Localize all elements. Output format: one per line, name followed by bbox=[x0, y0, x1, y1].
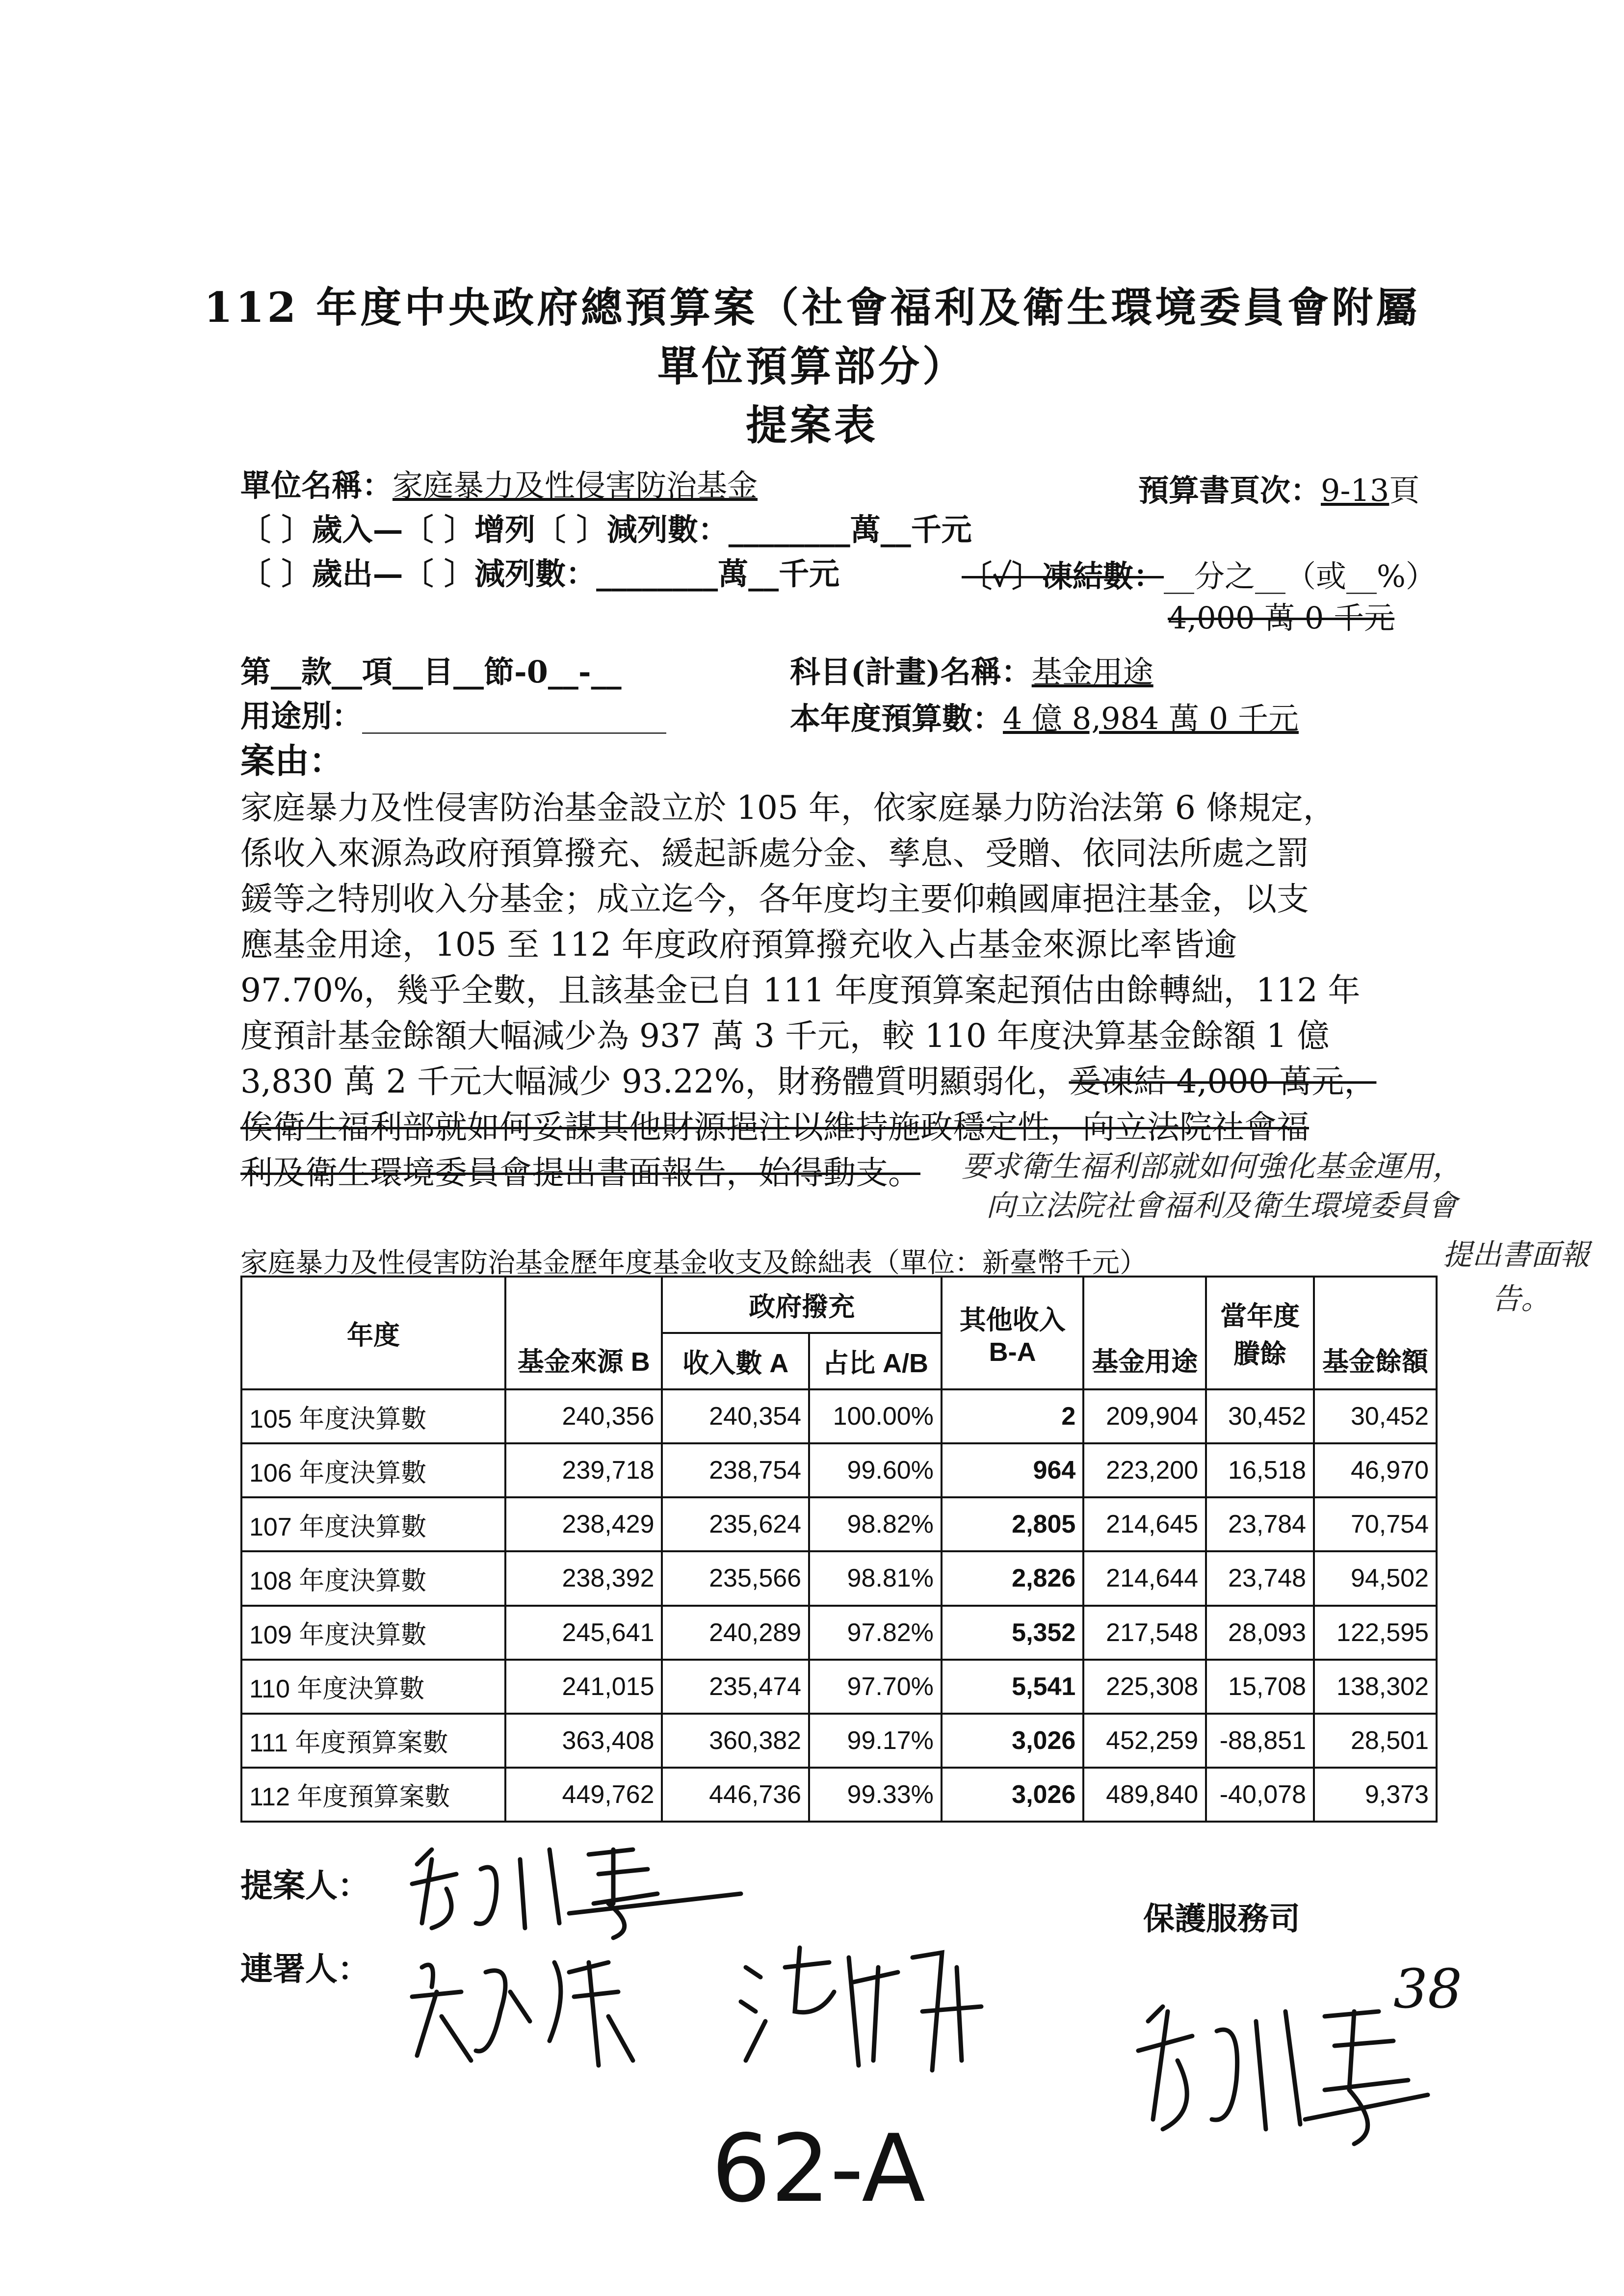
usage-label: 用途別： bbox=[240, 698, 363, 734]
reason-line: 係收入來源為政府預算撥充、緩起訴處分金、孳息、受贈、依同法所處之罰 bbox=[240, 835, 1309, 872]
expense-row: 〔 〕歲出—〔 〕減列數：________萬__千元 bbox=[240, 556, 840, 592]
cell-usage: 225,308 bbox=[1083, 1660, 1206, 1714]
cell-year: 109 年度決算數 bbox=[241, 1606, 505, 1660]
title-line-3: 提案表 bbox=[745, 401, 878, 449]
cell-gov-amount: 240,289 bbox=[662, 1606, 809, 1660]
cell-other: 3,026 bbox=[942, 1768, 1083, 1822]
cell-source: 241,015 bbox=[505, 1660, 662, 1714]
header-gov-group: 政府撥充 bbox=[662, 1277, 941, 1333]
subject-row bbox=[790, 648, 1153, 691]
cell-gov-amount: 235,474 bbox=[662, 1660, 809, 1714]
cell-other: 5,352 bbox=[942, 1606, 1083, 1660]
cosigner-signature-2 bbox=[726, 1938, 1001, 2085]
table-row bbox=[241, 1606, 1437, 1660]
cell-surplus: 16,518 bbox=[1206, 1443, 1314, 1497]
section-row: 第__款__項__目__節-0__-__ bbox=[240, 654, 622, 690]
table-caption: 家庭暴力及性侵害防治基金歷年度基金收支及餘絀表（單位：新臺幣千元） bbox=[240, 1247, 1147, 1278]
cell-year: 108 年度決算數 bbox=[241, 1551, 505, 1605]
cell-usage: 217,548 bbox=[1083, 1606, 1206, 1660]
cell-surplus: 23,784 bbox=[1206, 1497, 1314, 1551]
unit-name-value: 家庭暴力及性侵害防治基金 bbox=[393, 468, 758, 503]
budget-page-value: 9-13 bbox=[1321, 472, 1389, 508]
cell-usage: 223,200 bbox=[1083, 1443, 1206, 1497]
handwritten-amendment-2: 向立法院社會福利及衛生環境委員會 bbox=[986, 1189, 1457, 1223]
cell-other: 964 bbox=[942, 1443, 1083, 1497]
cell-year: 105 年度決算數 bbox=[241, 1389, 505, 1443]
table-row bbox=[241, 1714, 1437, 1768]
cell-balance: 138,302 bbox=[1314, 1660, 1437, 1714]
cell-gov-ratio: 97.82% bbox=[809, 1606, 942, 1660]
freeze-label: 〔✓〕凍結數： bbox=[962, 558, 1164, 594]
department-name: 保護服務司 bbox=[1143, 1901, 1300, 1937]
cell-gov-amount: 360,382 bbox=[662, 1714, 809, 1768]
cell-year: 106 年度決算數 bbox=[241, 1443, 505, 1497]
cell-year: 107 年度決算數 bbox=[241, 1497, 505, 1551]
cell-surplus: 28,093 bbox=[1206, 1606, 1314, 1660]
header-gov-ratio: 占比 A/B bbox=[809, 1333, 942, 1389]
cosigner-label: 連署人： bbox=[240, 1950, 370, 1988]
freeze-amount: 4,000 萬 0 千元 bbox=[1168, 600, 1395, 636]
cell-gov-ratio: 98.81% bbox=[809, 1551, 942, 1605]
struck-text: 利及衛生環境委員會提出書面報告，始得動支。 bbox=[240, 1154, 920, 1192]
cell-source: 240,356 bbox=[505, 1389, 662, 1443]
header-year: 年度 bbox=[241, 1277, 505, 1389]
cell-gov-amount: 235,624 bbox=[662, 1497, 809, 1551]
header-usage: 基金用途 bbox=[1083, 1277, 1206, 1389]
fund-table bbox=[240, 1276, 1438, 1823]
cell-other: 3,026 bbox=[942, 1714, 1083, 1768]
table-row bbox=[241, 1443, 1437, 1497]
budget-page-row bbox=[1138, 466, 1419, 510]
header-surplus: 當年度 賸餘 bbox=[1206, 1277, 1314, 1389]
header-balance: 基金餘額 bbox=[1314, 1277, 1437, 1389]
table-row bbox=[241, 1497, 1437, 1551]
income-row: 〔 〕歲入—〔 〕增列〔 〕減列數：________萬__千元 bbox=[240, 512, 972, 548]
reason-line: 鍰等之特別收入分基金；成立迄今，各年度均主要仰賴國庫挹注基金，以支 bbox=[240, 880, 1309, 918]
cosigner-signature-1 bbox=[402, 1943, 697, 2080]
page-code: 62-A bbox=[711, 2114, 926, 2223]
cell-usage: 214,644 bbox=[1083, 1551, 1206, 1605]
cell-source: 239,718 bbox=[505, 1443, 662, 1497]
cell-surplus: 15,708 bbox=[1206, 1660, 1314, 1714]
cell-other: 5,541 bbox=[942, 1660, 1083, 1714]
cell-source: 238,429 bbox=[505, 1497, 662, 1551]
cell-year: 110 年度決算數 bbox=[241, 1660, 505, 1714]
cell-year: 111 年度預算案數 bbox=[241, 1714, 505, 1768]
cell-gov-ratio: 98.82% bbox=[809, 1497, 942, 1551]
cell-gov-amount: 240,354 bbox=[662, 1389, 809, 1443]
cell-balance: 70,754 bbox=[1314, 1497, 1437, 1551]
budget-amount-value: 4 億 8,984 萬 0 千元 bbox=[1003, 701, 1299, 736]
usage-row bbox=[240, 692, 666, 735]
signature-number: 38 bbox=[1393, 1957, 1462, 2020]
cell-surplus: -40,078 bbox=[1206, 1768, 1314, 1822]
reason-line: 3,830 萬 2 千元大幅減少 93.22%，財務體質明顯弱化，爰凍結 4,000 萬元， bbox=[240, 1063, 1377, 1100]
cell-gov-amount: 235,566 bbox=[662, 1551, 809, 1605]
cell-surplus: 23,748 bbox=[1206, 1551, 1314, 1605]
struck-text: 爰凍結 4,000 萬元， bbox=[1069, 1063, 1377, 1100]
cell-year: 112 年度預算案數 bbox=[241, 1768, 505, 1822]
cell-balance: 94,502 bbox=[1314, 1551, 1437, 1605]
header-source: 基金來源 B bbox=[505, 1277, 662, 1389]
reason-line: 家庭暴力及性侵害防治基金設立於 105 年，依家庭暴力防治法第 6 條規定， bbox=[240, 789, 1336, 827]
budget-amount-row bbox=[790, 694, 1299, 738]
subject-label: 科目(計畫)名稱： bbox=[790, 654, 1032, 690]
handwritten-amendment-4: 告。 bbox=[1492, 1282, 1550, 1316]
budget-amount-label: 本年度預算數： bbox=[790, 701, 1003, 736]
proposer-label: 提案人： bbox=[240, 1866, 370, 1905]
cell-balance: 46,970 bbox=[1314, 1443, 1437, 1497]
unit-name-label: 單位名稱： bbox=[240, 468, 393, 503]
header-gov-amount: 收入數 A bbox=[662, 1333, 809, 1389]
table-row bbox=[241, 1660, 1437, 1714]
cell-usage: 489,840 bbox=[1083, 1768, 1206, 1822]
struck-text: 俟衛生福利部就如何妥謀其他財源挹注以維持施政穩定性，向立法院社會福 bbox=[240, 1108, 1309, 1146]
title-line-1: 112 年度中央政府總預算案（社會福利及衛生環境委員會附屬 bbox=[204, 283, 1420, 332]
unit-name-row bbox=[240, 461, 758, 505]
reason-line: 97.70%，幾乎全數，且該基金已自 111 年度預算案起預估由餘轉絀，112 年 bbox=[240, 971, 1361, 1009]
cell-source: 245,641 bbox=[505, 1606, 662, 1660]
handwritten-amendment-3: 提出書面報 bbox=[1442, 1238, 1590, 1272]
cell-source: 449,762 bbox=[505, 1768, 662, 1822]
table-row bbox=[241, 1389, 1437, 1443]
usage-value: ____________________ bbox=[362, 698, 667, 734]
cell-gov-amount: 238,754 bbox=[662, 1443, 809, 1497]
budget-page-label: 預算書頁次： bbox=[1138, 472, 1321, 508]
cell-balance: 9,373 bbox=[1314, 1768, 1437, 1822]
title-line-2: 單位預算部分） bbox=[657, 342, 967, 391]
freeze-ratio: __分之__（或__%） bbox=[1164, 558, 1436, 594]
cell-gov-ratio: 100.00% bbox=[809, 1389, 942, 1443]
reason-text bbox=[240, 785, 1438, 1196]
freeze-row bbox=[962, 552, 1436, 596]
handwritten-amendment-1: 要求衛生福利部就如何強化基金運用， bbox=[962, 1149, 1462, 1184]
subject-value: 基金用途 bbox=[1031, 654, 1153, 690]
cell-balance: 28,501 bbox=[1314, 1714, 1437, 1768]
cell-gov-ratio: 99.33% bbox=[809, 1768, 942, 1822]
cell-source: 238,392 bbox=[505, 1551, 662, 1605]
header-other: 其他收入 B-A bbox=[942, 1277, 1083, 1389]
cell-gov-amount: 446,736 bbox=[662, 1768, 809, 1822]
cell-usage: 209,904 bbox=[1083, 1389, 1206, 1443]
cell-balance: 30,452 bbox=[1314, 1389, 1437, 1443]
cell-other: 2,805 bbox=[942, 1497, 1083, 1551]
cell-gov-ratio: 99.17% bbox=[809, 1714, 942, 1768]
department-signature bbox=[1128, 1982, 1433, 2188]
cell-surplus: 30,452 bbox=[1206, 1389, 1314, 1443]
proposer-signature bbox=[402, 1830, 746, 1943]
cell-surplus: -88,851 bbox=[1206, 1714, 1314, 1768]
reason-line: 應基金用途，105 至 112 年度政府預算撥充收入占基金來源比率皆逾 bbox=[240, 926, 1237, 964]
table-row bbox=[241, 1768, 1437, 1822]
cell-balance: 122,595 bbox=[1314, 1606, 1437, 1660]
cell-other: 2,826 bbox=[942, 1551, 1083, 1605]
cell-gov-ratio: 97.70% bbox=[809, 1660, 942, 1714]
cell-gov-ratio: 99.60% bbox=[809, 1443, 942, 1497]
cell-usage: 452,259 bbox=[1083, 1714, 1206, 1768]
reason-line: 度預計基金餘額大幅減少為 937 萬 3 千元，較 110 年度決算基金餘額 1 億 bbox=[240, 1017, 1330, 1055]
table-row bbox=[241, 1551, 1437, 1605]
cell-other: 2 bbox=[942, 1389, 1083, 1443]
cell-usage: 214,645 bbox=[1083, 1497, 1206, 1551]
reason-label: 案由： bbox=[240, 740, 343, 781]
budget-page-suffix: 頁 bbox=[1389, 472, 1420, 508]
cell-source: 363,408 bbox=[505, 1714, 662, 1768]
